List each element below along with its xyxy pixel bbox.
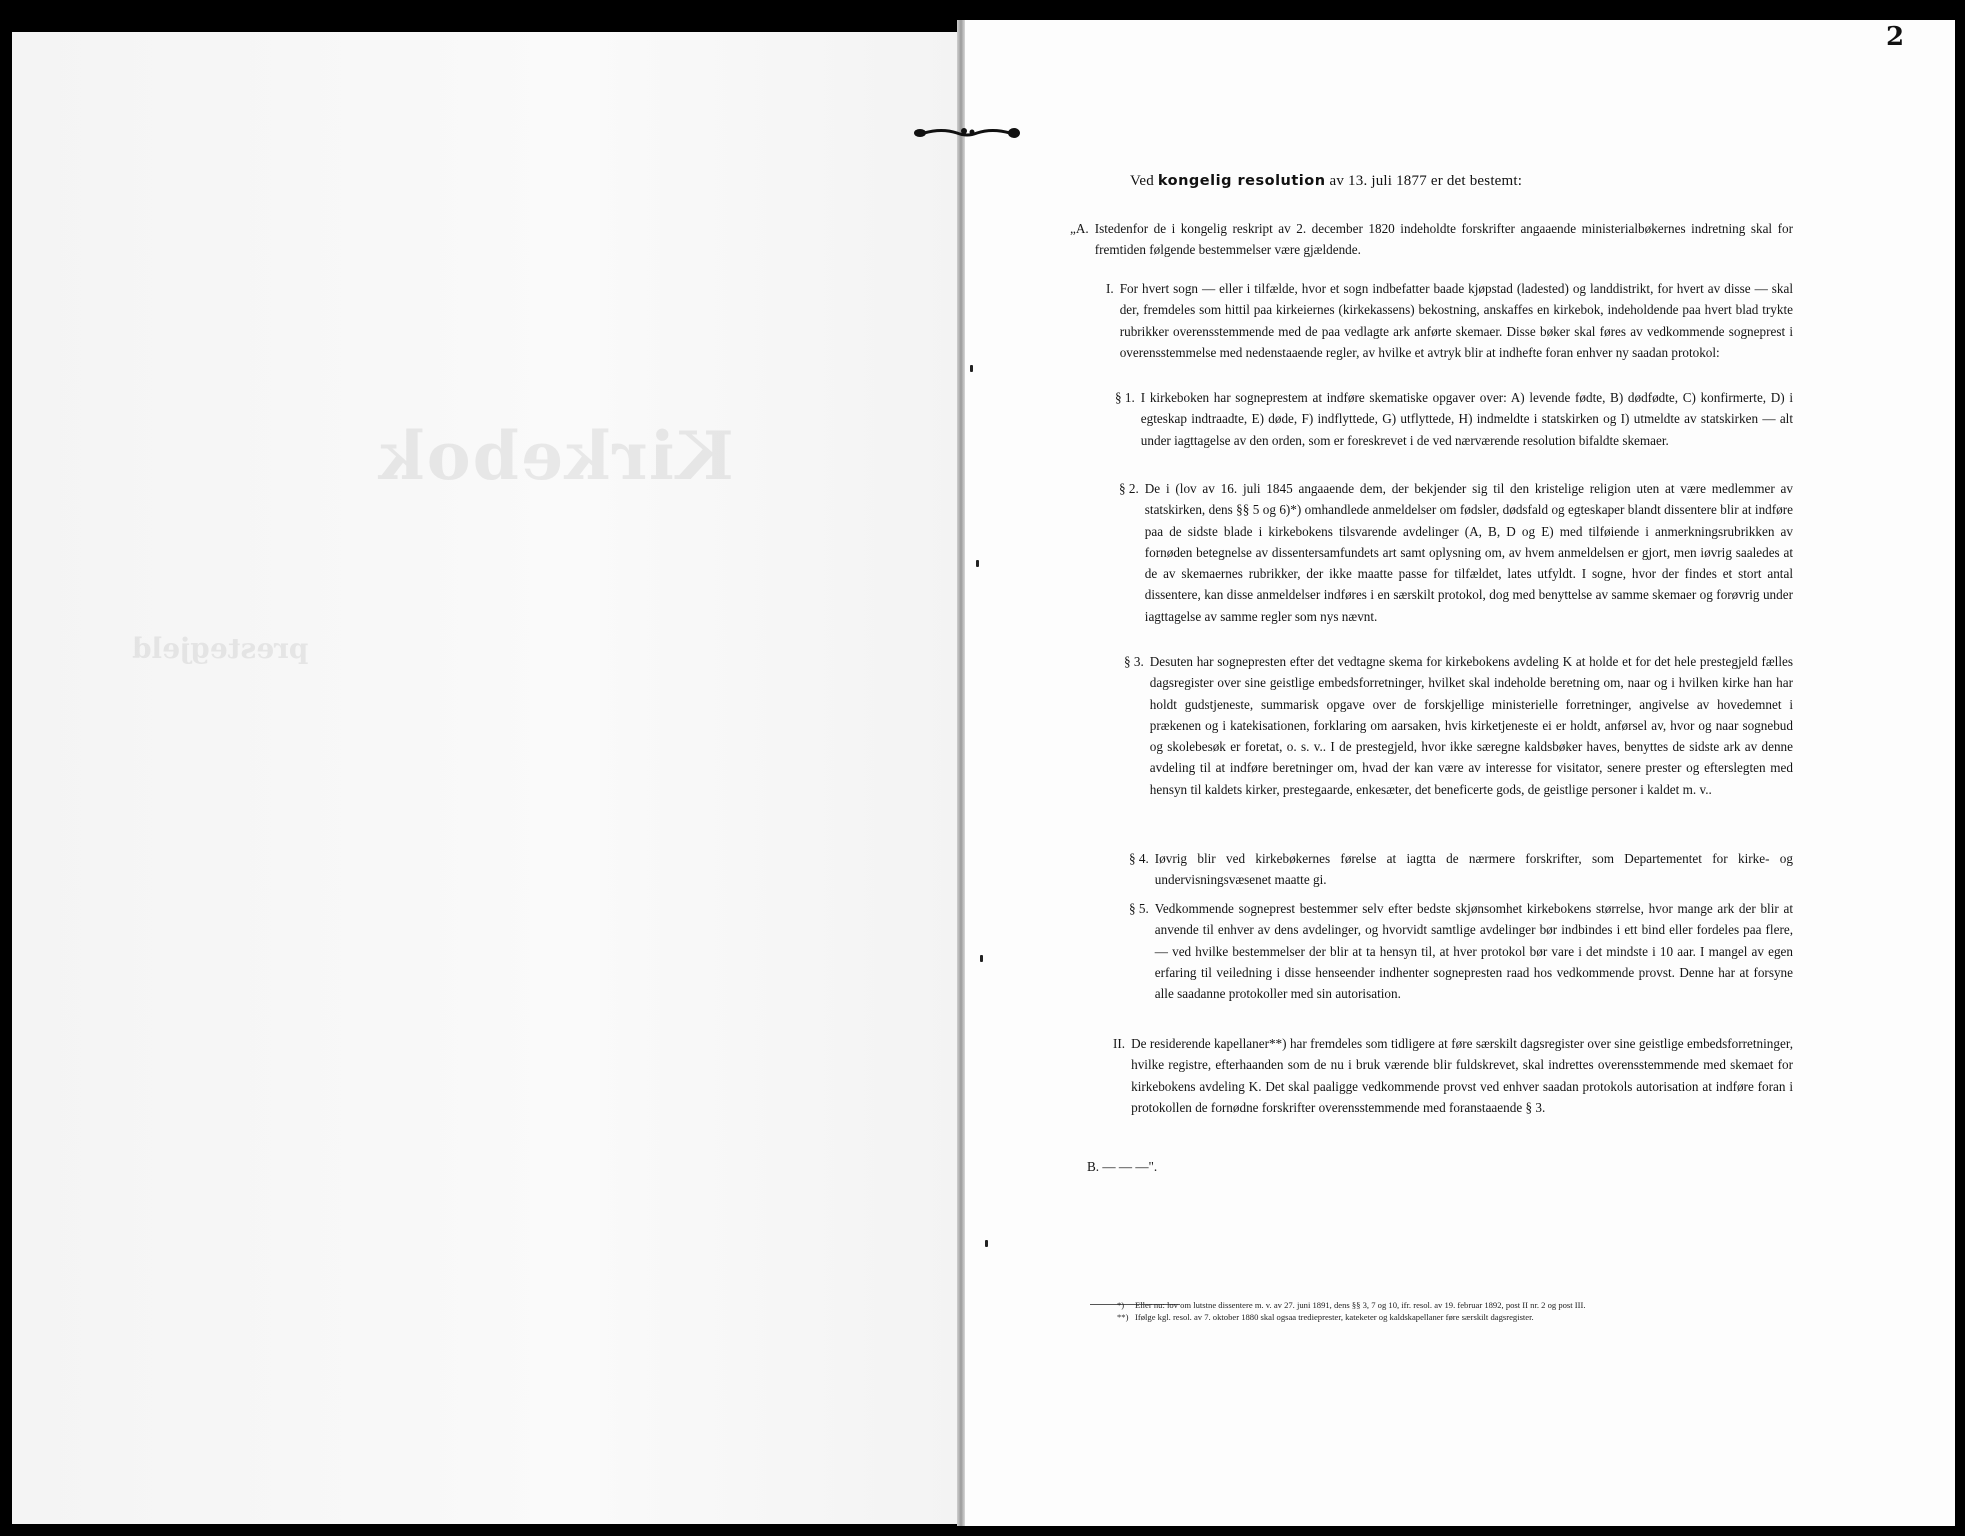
footnote-text: Eller nu: lov om lutstne dissentere m. v. av 27. juni 1891, dens §§ 3, 7 og 10, ifr. resol. av 19. februar 1892, post II nr. 2 og post III. xyxy=(1135,1300,1586,1310)
section-text: De i (lov av 16. juli 1845 angaaende dem, der bekjender sig til den kristelige religion uten at være medlemmer av statskirken, dens §§ 5 og 6)*) omhandlede anmeldelser om fødsler, dødsfald og egteskaper blandt dissentere blir at indføre paa de sidste blade i kirkebokens tilsvarende avdelinger (A, B, D og E) med tilføiende i anmerkningsrubrikken av fornøden betegnelse av dissentersamfundets art samt oplysning om, av hvem anmeldelsen er gjort, men iøvrig saaledes at de av skemaernes rubrikker, der ikke maatte passe for tilfældet, lates utfyldt. I sogne, hvor der findes et stort antal dissentere, kan disse anmeldelser indføres i en særskilt protokol, dog med benyttelse av samme skemaer og forøvrig under iagttagelse av samme regler som nys nævnt. xyxy=(1144,481,1793,624)
section-text: Desuten har sognepresten efter det vedtagne skema for kirkebokens avdeling K at holde et for det hele prestegjeld fælles dagsregister over sine geistlige embedsforretninger, hvilket skal indeholde beretning om, naar og i hvilken kirke han har holdt gudstjeneste, summarisk opgave over de forskjellige ministerielle forretninger, angivelse av hovedemnet i prækenen og i katekisationen, forklaring om aarsaken, hvis kirketjeneste ei er holdt, anførsel av, hvor og naar sognebud og skolebesøk er foretat, o. s. v.. I de prestegjeld, hvor ikke særegne kaldsbøker haves, benyttes de sidste ark av denne avdeling til at indføre beretninger om, hvad der kan være av interesse for visitator, senere prester og efterslegten med hensyn til kaldets kirker, prestegaarde, enkesæter, det beneficerte gods, de geistlige personer i kaldet m. v.. xyxy=(1149,654,1793,797)
footnotes xyxy=(1117,1300,1785,1323)
clause-text: For hvert sogn — eller i tilfælde, hvor et sogn indbefatter baade kjøpstad (ladested) og landdistrikt, for hvert av disse — skal der, fremdeles som hittil paa kirkeiernes (kirkekassens) bekostning, anskaffes en kirkebok, indeholdende paa hvert blad trykte rubrikker overensstemmende med de paa vedlagte ark anførte skemaer. Disse bøker skal føres av vedkommende sogneprest i overensstemmelse med nedenstaaende regler, av hvilke et avtryk blir at indhefte foran enhver ny saadan protokol: xyxy=(1119,281,1793,360)
clause-text: Istedenfor de i kongelig reskript av 2. december 1820 indeholdte forskrifter angaaende ministerialbøkernes indretning skal for fremtiden følgende bestemmelser være gjældende. xyxy=(1094,221,1793,258)
section-marker: § 5. xyxy=(1129,901,1149,916)
bleed-through-text: prestegjeld xyxy=(132,632,309,665)
spine-mark xyxy=(970,365,973,372)
footnote-marker: **) xyxy=(1117,1311,1129,1322)
section-marker: § 4. xyxy=(1129,851,1149,866)
heading-prefix: Ved xyxy=(1130,173,1154,189)
page-number: 2 xyxy=(1886,22,1905,52)
section-text: Iøvrig blir ved kirkebøkernes førelse at iagtta de nærmere forskrifter, som Departementet for kirke- og undervisningsvæsenet maatte gi. xyxy=(1154,851,1793,888)
section-1 xyxy=(1115,387,1793,451)
section-3 xyxy=(1124,651,1793,800)
ornament-rule xyxy=(912,126,1022,140)
left-page-blank xyxy=(12,32,957,1524)
clause-marker: II. xyxy=(1113,1036,1126,1051)
section-text: Vedkommende sogneprest bestemmer selv efter bedste skjønsomhet kirkebokens størrelse, hvor mange ark der blir at anvende til enhver av dens avdelinger, og hvorvidt samtlige avdelinger bør indbindes i ett bind eller fordeles paa flere, — ved hvilke bestemmelser der blir at ta hensyn til, at hver protokol bør vare i det mindste i 10 aar. I mangel av egen erfaring til veiledning i disse henseender indhenter sognepresten raad hos vedkommende provst. Denne har at forsyne alle saadanne protokoller med sin autorisation. xyxy=(1154,901,1793,1002)
footnote-text: Ifølge kgl. resol. av 7. oktober 1880 skal ogsaa tredieprester, kateketer og kaldskapellaner føre særskilt dagsregister. xyxy=(1135,1311,1534,1322)
section-marker: § 3. xyxy=(1124,654,1144,669)
section-text: I kirkeboken har sogneprestem at indføre skematiske opgaver over: A) levende fødte, B) dødfødte, C) konfirmerte, D) i egteskap indtraadte, E) døde, F) indflyttede, G) utflyttede, H) indmeldte i statskirken og I) utmeldte av statskirken — alt under iagttagelse av den orden, som er foreskrevet i de ved nærværende resolution bifaldte skemaer. xyxy=(1140,390,1793,448)
spine-mark xyxy=(985,1240,988,1247)
footnote-marker: *) xyxy=(1117,1300,1125,1310)
clause-a-intro xyxy=(1070,218,1793,261)
bleed-through-title: Kirkebok xyxy=(377,417,734,495)
heading-emphasis: kongelig resolution xyxy=(1157,173,1326,189)
spine-mark xyxy=(976,560,979,567)
spine-mark xyxy=(980,955,983,962)
section-marker: § 2. xyxy=(1119,481,1139,496)
section-4 xyxy=(1129,848,1793,891)
clause-b: B. — — —". xyxy=(1087,1159,1158,1174)
section-marker: § 1. xyxy=(1115,390,1135,405)
resolution-heading xyxy=(1130,173,1790,190)
clause-text: De residerende kapellaner**) har fremdeles som tidligere at føre særskilt dagsregister over sine geistlige embedsforretninger, hvilke registre, efterhaanden som de nu i bruk værende blir fuldskrevet, skal indrettes overensstemmende med skemaet for kirkebokens avdeling K. Det skal paaligge vedkommende provst ved enhver saadan protokols autorisation at indføre foran i protokollen de fornødne forskrifter overensstemmende med foranstaaende § 3. xyxy=(1131,1036,1793,1115)
clause-1 xyxy=(1106,278,1793,363)
heading-suffix: av 13. juli 1877 er det bestemt: xyxy=(1329,173,1523,189)
section-2 xyxy=(1119,478,1793,627)
book-spine xyxy=(957,20,965,1526)
clause-2 xyxy=(1113,1033,1793,1118)
clause-marker: I. xyxy=(1106,281,1114,296)
clause-marker: „A. xyxy=(1070,221,1089,236)
footnote xyxy=(1117,1300,1785,1312)
section-5 xyxy=(1129,898,1793,1004)
footnote xyxy=(1117,1312,1785,1324)
